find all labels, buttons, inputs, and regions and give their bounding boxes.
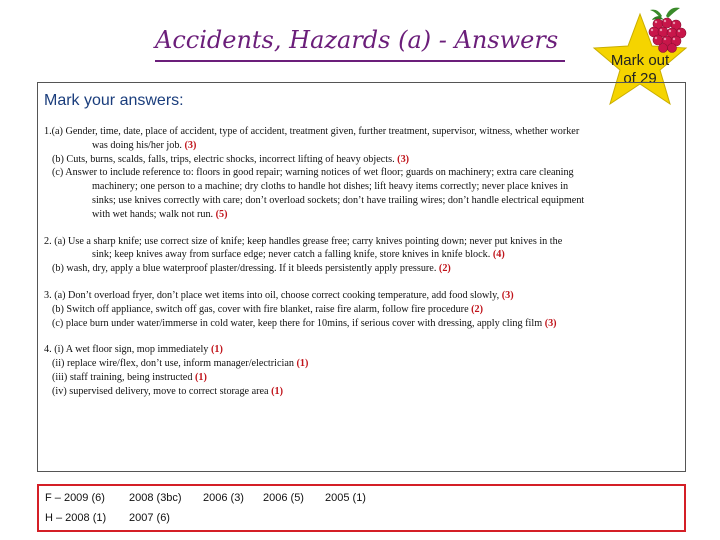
q1c-line-3: sinks; use knives correctly with care; don’t overload sockets; don’t have trailing wires; don’t handle electrical equipment [92, 194, 585, 206]
answer-1 [44, 125, 680, 222]
q1a-line-1: 1.(a) Gender, time, date, place of accident, type of accident, treatment given, further treatment, supervisor, witness, whether worker [44, 126, 580, 137]
q1c-mark: (5) [215, 208, 228, 220]
q3a-mark: (3) [501, 289, 514, 301]
badge-line-1: Mark out [610, 52, 670, 69]
answer-4 [44, 343, 680, 398]
exam-year-2008: 2008 (3bc) [129, 492, 182, 504]
q2b-mark: (2) [438, 263, 451, 275]
title-underline [155, 60, 565, 62]
q4i-text: 4. (i) A wet floor sign, mop immediately [44, 344, 209, 356]
q1b-mark: (3) [397, 153, 410, 165]
q1c-line-1: (c) Answer to include reference to: floors in good repair; warning notices of wet floor; guards on machinery; extra care cleaning [52, 167, 574, 179]
q1b-text: (b) Cuts, burns, scalds, falls, trips, electric shocks, incorrect lifting of heavy objects. [52, 153, 395, 165]
q2a-line-2: sink; keep knives away from surface edge; never catch a falling knife, store knives in knife block. [92, 249, 491, 261]
exam-year-f-2009: F – 2009 (6) [45, 492, 105, 504]
exam-year-2007: 2007 (6) [129, 512, 170, 524]
q3b-mark: (2) [471, 303, 484, 315]
exam-year-2006a: 2006 (3) [203, 492, 244, 504]
q4i-mark: (1) [210, 344, 223, 356]
badge-line-2: of 29 [623, 70, 657, 87]
q4iii-text: (iii) staff training, being instructed [52, 371, 193, 383]
q3c-mark: (3) [544, 317, 557, 329]
q3a-text: 3. (a) Don’t overload fryer, don’t place wet items into oil, choose correct cooking temperature, add food slowly, [44, 289, 500, 301]
q2a-line-1: 2. (a) Use a sharp knife; use correct size of knife; keep handles grease free; carry knives pointing down; never put knives in the [44, 235, 563, 247]
exam-year-2006b: 2006 (5) [263, 492, 304, 504]
q1a-mark: (3) [184, 139, 197, 151]
exam-year-2005: 2005 (1) [325, 492, 366, 504]
mark-heading: Mark your answers: [44, 92, 184, 109]
q3b-text: (b) Switch off appliance, switch off gas, cover with fire blanket, raise fire alarm, follow fire procedure [52, 303, 469, 315]
q4iv-mark: (1) [271, 385, 284, 397]
q4ii-mark: (1) [296, 358, 309, 370]
q1a-line-2: was doing his/her job. [92, 139, 182, 151]
q2a-mark: (4) [492, 249, 505, 261]
q2b-text: (b) wash, dry, apply a blue waterproof plaster/dressing. If it bleeds persistently apply pressure. [52, 263, 437, 275]
answer-2 [44, 235, 680, 276]
answers-list [44, 125, 680, 412]
exam-year-h-2008: H – 2008 (1) [45, 512, 107, 524]
q4ii-text: (ii) replace wire/flex, don’t use, inform manager/electrician [52, 358, 294, 370]
answer-3 [44, 289, 680, 330]
q4iv-text: (iv) supervised delivery, move to correct storage area [52, 385, 269, 397]
exam-years-box [37, 484, 686, 532]
q1c-line-4: with wet hands; walk not run. [92, 208, 214, 220]
raspberry-icon [640, 6, 696, 54]
q1c-line-2: machinery; one person to a machine; dry cloths to handle hot dishes; lift heavy items correctly; never place knives in [92, 181, 569, 193]
q3c-text: (c) place burn under water/immerse in cold water, keep there for 10mins, if serious cover with dressing, apply cling film [52, 317, 543, 329]
page-title: Accidents, Hazards (a) - Answers [155, 26, 559, 54]
q4iii-mark: (1) [194, 371, 207, 383]
